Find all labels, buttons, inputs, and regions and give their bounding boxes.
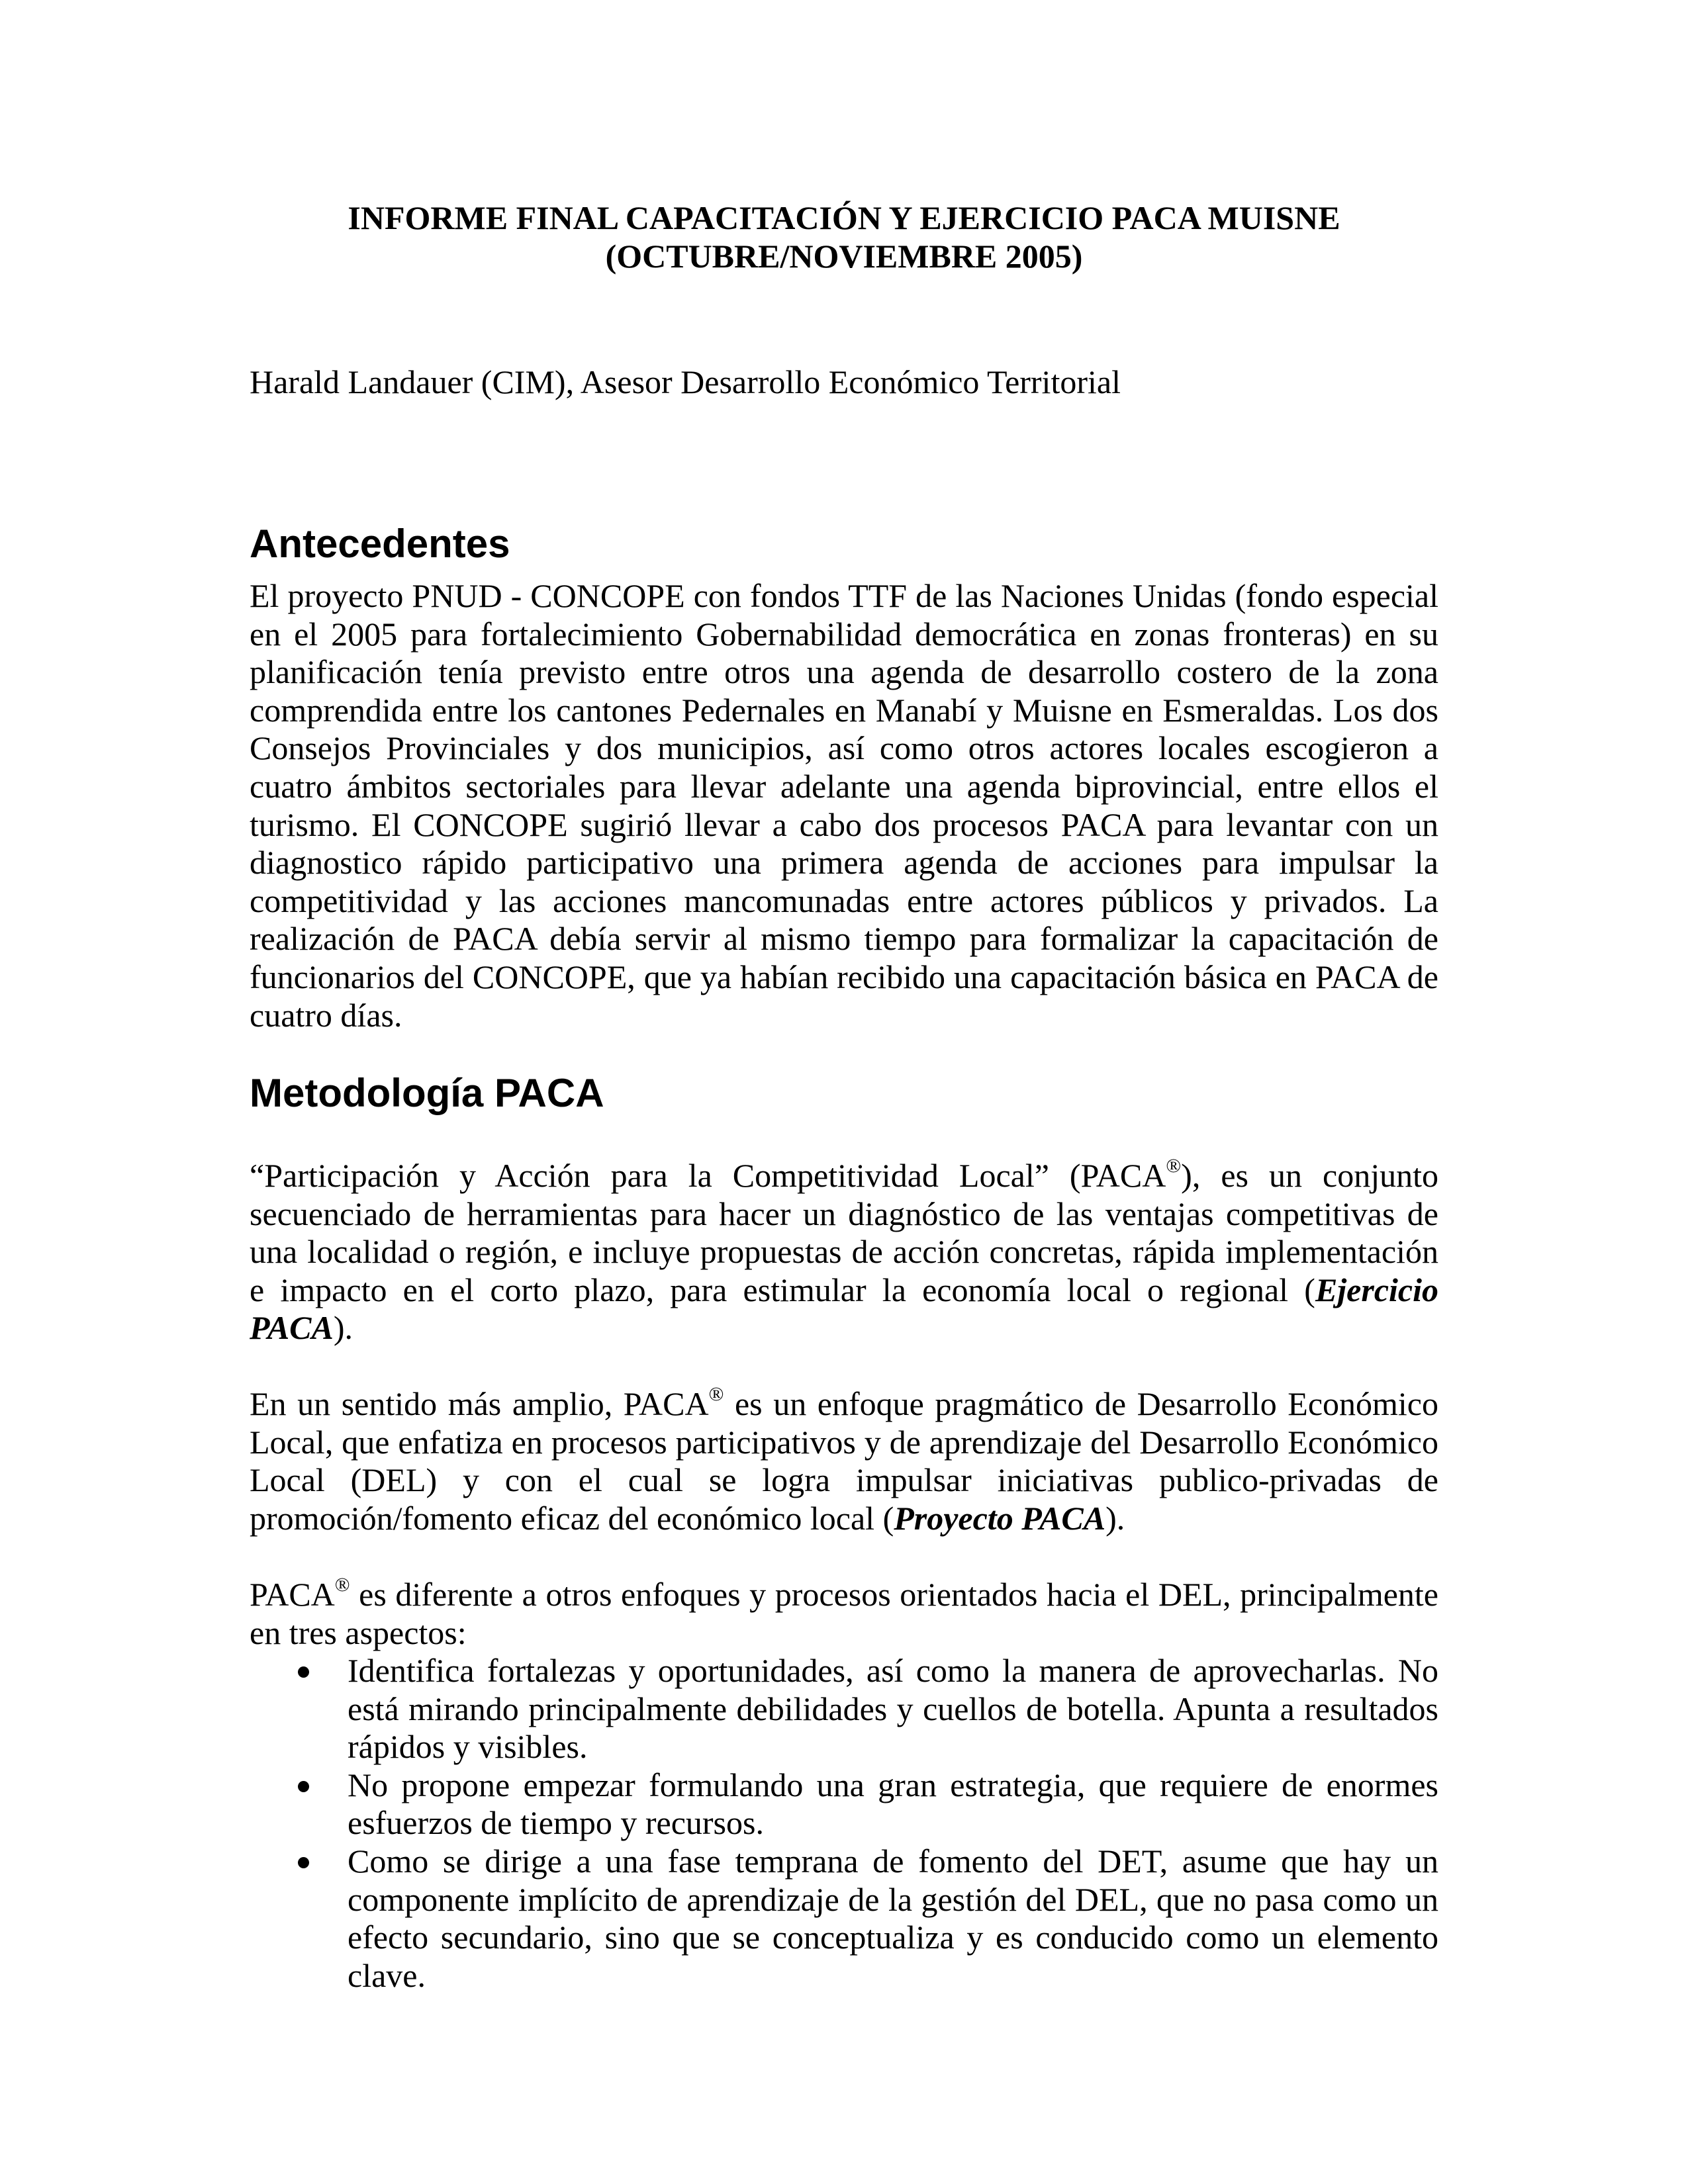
text-segment: “Participación y Acción para la Competitividad Local” (PACA (250, 1157, 1166, 1194)
emphasis-proyecto-paca: Proyecto PACA (894, 1499, 1106, 1537)
text-segment: es diferente a otros enfoques y procesos orientados hacia el DEL, principalmente en tres aspectos: (250, 1576, 1438, 1651)
paragraph-antecedentes: El proyecto PNUD - CONCOPE con fondos TTF de las Naciones Unidas (fondo especial en el 2005 para fortalecimiento Gobernabilidad democrática en zonas fronteras) en su planificación tenía previsto entre otros una agenda de desarrollo costero de la zona comprendida entre los cantones Pedernales en Manabí y Muisne en Esmeraldas. Los dos Consejos Provinciales y dos municipios, así como otros actores locales escogieron a cuatro ámbitos sectoriales para llevar adelante una agenda biprovincial, entre ellos el turismo. El CONCOPE sugirió llevar a cabo dos procesos PACA para levantar con un diagnostico rápido participativo una primera agenda de acciones para impulsar la competitividad y las acciones mancomunadas entre actores públicos y privados. La realización de PACA debía servir al mismo tiempo para formalizar la capacitación de funcionarios del CONCOPE, que ya habían recibido una capacitación básica en PACA de cuatro días. (250, 577, 1438, 1034)
text-segment: ), es un conjunto secuenciado de herramientas para hacer un diagnóstico de las ventajas competitivas de una localidad o región, e incluye propuestas de acción concretas, rápida implementación e impacto en el corto plazo, para estimular la economía local o regional ( (250, 1157, 1438, 1308)
bullet-icon (298, 1781, 309, 1792)
bullet-icon (298, 1666, 309, 1678)
registered-mark: ® (708, 1383, 724, 1405)
title-line-1: INFORME FINAL CAPACITACIÓN Y EJERCICIO PACA MUISNE (348, 199, 1340, 236)
text-segment: es un enfoque pragmático de Desarrollo Económico Local, que enfatiza en procesos participativos y de aprendizaje del Desarrollo Económico Local (DEL) y con el cual se logra impulsar iniciativas publico-privadas de promoción/fomento eficaz del económico local ( (250, 1385, 1438, 1537)
title-line-2: (OCTUBRE/NOVIEMBRE 2005) (605, 238, 1083, 275)
text-segment: ). (333, 1309, 353, 1347)
list-item (250, 1843, 1438, 1995)
list-item (250, 1766, 1438, 1843)
list-item (250, 1652, 1438, 1766)
emphasis-ejercicio-paca: Ejercicio PACA (250, 1271, 1438, 1347)
bullet-icon (298, 1857, 309, 1868)
aspects-bullet-list (250, 1652, 1438, 1995)
heading-metodologia: Metodología PACA (250, 1071, 604, 1115)
registered-mark: ® (1166, 1155, 1182, 1177)
text-segment: En un sentido más amplio, PACA (250, 1385, 709, 1422)
paragraph-paca-definition (250, 1157, 1438, 1347)
list-item-text: Identifica fortalezas y oportunidades, así como la manera de aprovecharlas. No está mirando principalmente debilidades y cuellos de botella. Apunta a resultados rápidos y visibles. (348, 1652, 1438, 1766)
paragraph-paca-broad-sense (250, 1385, 1438, 1537)
heading-antecedentes: Antecedentes (250, 522, 510, 566)
text-segment: PACA (250, 1576, 335, 1613)
paragraph-paca-differences (250, 1576, 1438, 1652)
text-segment: ). (1105, 1499, 1125, 1537)
list-item-text: Como se dirige a una fase temprana de fomento del DET, asume que hay un componente implícito de aprendizaje de la gestión del DEL, que no pasa como un efecto secundario, sino que se conceptualiza y es conducido como un elemento clave. (348, 1842, 1438, 1994)
list-item-text: No propone empezar formulando una gran estrategia, que requiere de enormes esfuerzos de tiempo y recursos. (348, 1766, 1438, 1842)
document-title (199, 199, 1489, 275)
registered-mark: ® (334, 1574, 350, 1596)
author-line: Harald Landauer (CIM), Asesor Desarrollo Económico Territorial (250, 363, 1121, 400)
